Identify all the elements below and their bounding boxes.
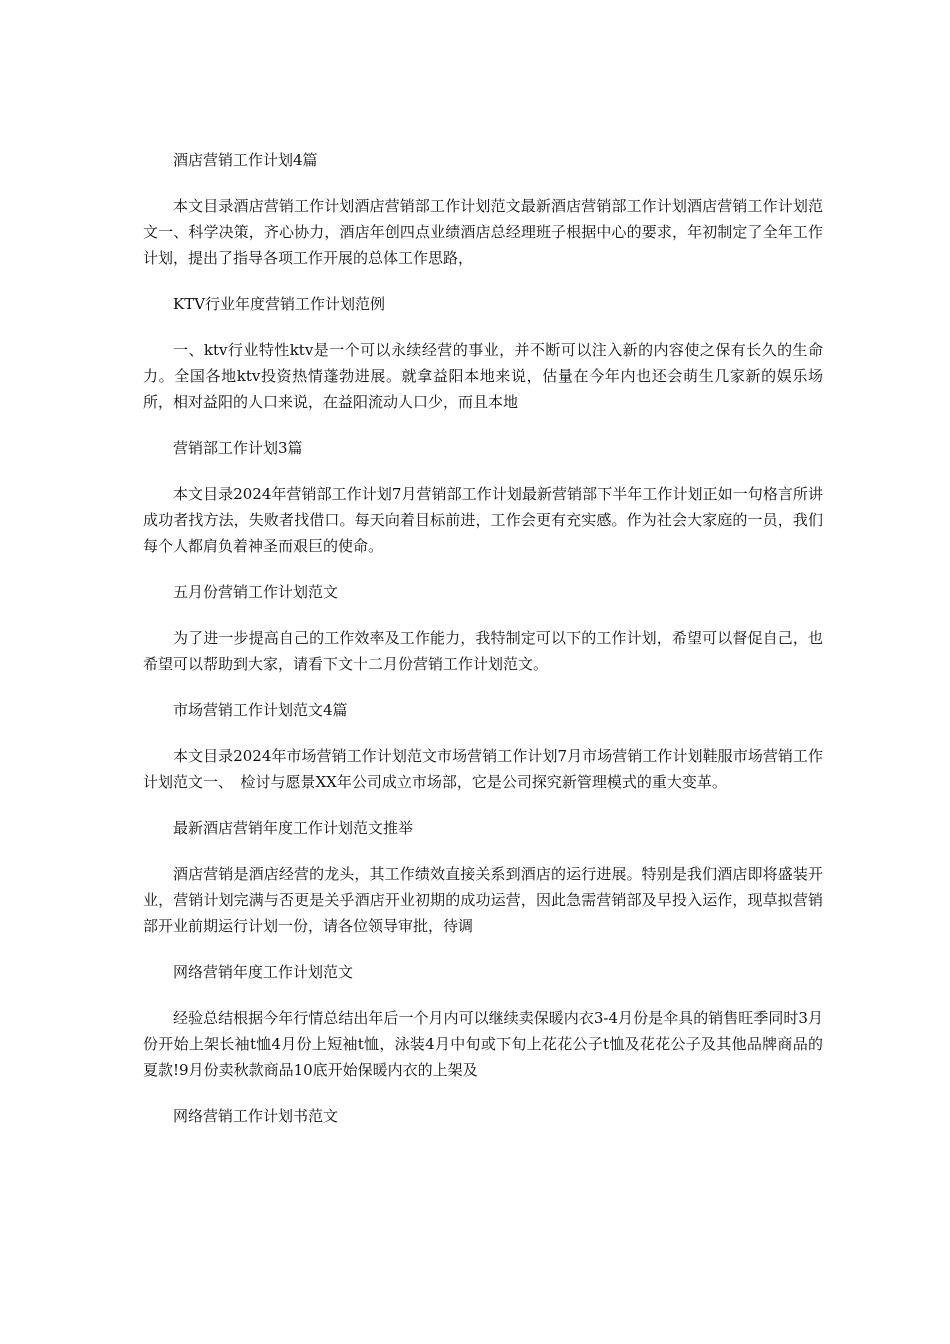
entry-title: 网络营销年度工作计划范文 [173, 963, 354, 981]
entry-7 [143, 959, 823, 1083]
entry-title: 营销部工作计划3篇 [173, 439, 303, 457]
entry-summary: 本文目录2024年营销部工作计划7月营销部工作计划最新营销部下半年工作计划正如一句格言所讲成功者找方法，失败者找借口。每天向着目标前进，工作会更有充实感。作为社会大家庭的一员，我们每个人都肩负着神圣而艰巨的使命。 [143, 485, 823, 555]
entry-6 [143, 815, 823, 939]
document-content [143, 147, 823, 1149]
entry-title: 网络营销工作计划书范文 [173, 1107, 339, 1125]
entry-title: KTV行业年度营销工作计划范例 [173, 295, 386, 313]
entry-title: 市场营销工作计划范文4篇 [173, 701, 348, 719]
entry-title: 五月份营销工作计划范文 [173, 583, 339, 601]
entry-1 [143, 147, 823, 271]
entry-3 [143, 435, 823, 559]
entry-summary: 酒店营销是酒店经营的龙头，其工作绩效直接关系到酒店的运行进展。特别是我们酒店即将盛装开业，营销计划完满与否更是关乎酒店开业初期的成功运营，因此急需营销部及早投入运作，现草拟营销部开业前期运行计划一份，请各位领导审批，待调 [143, 865, 823, 935]
entry-summary: 一、ktv行业特性ktv是一个可以永续经营的事业，并不断可以注入新的内容使之保有长久的生命力。全国各地ktv投资热情蓬勃进展。就拿益阳本地来说，估量在今年内也还会萌生几家新的娱乐场所，相对益阳的人口来说，在益阳流动人口少，而且本地 [143, 341, 823, 411]
entry-4 [143, 579, 823, 677]
entry-2 [143, 291, 823, 415]
entry-8 [143, 1103, 823, 1129]
entry-title: 最新酒店营销年度工作计划范文推举 [173, 819, 414, 837]
entry-summary: 为了进一步提高自己的工作效率及工作能力，我特制定可以下的工作计划，希望可以督促自己，也希望可以帮助到大家，请看下文十二月份营销工作计划范文。 [143, 629, 823, 673]
entry-summary: 经验总结根据今年行情总结出年后一个月内可以继续卖保暖内衣3-4月份是伞具的销售旺季同时3月份开始上架长袖t恤4月份上短袖t恤，泳装4月中旬或下旬上花花公子t恤及花花公子及其他品牌商品的夏款!9月份卖秋款商品10底开始保暖内衣的上架及 [143, 1009, 823, 1079]
entry-title: 酒店营销工作计划4篇 [173, 151, 318, 169]
entry-summary: 本文目录2024年市场营销工作计划范文市场营销工作计划7月市场营销工作计划鞋服市场营销工作计划范文一、 检讨与愿景XX年公司成立市场部，它是公司探究新管理模式的重大变革。 [143, 747, 823, 791]
entry-5 [143, 697, 823, 795]
entry-summary: 本文目录酒店营销工作计划酒店营销部工作计划范文最新酒店营销部工作计划酒店营销工作计划范文一、科学决策，齐心协力，酒店年创四点业绩酒店总经理班子根据中心的要求，年初制定了全年工作计划，提出了指导各项工作开展的总体工作思路， [143, 197, 823, 267]
